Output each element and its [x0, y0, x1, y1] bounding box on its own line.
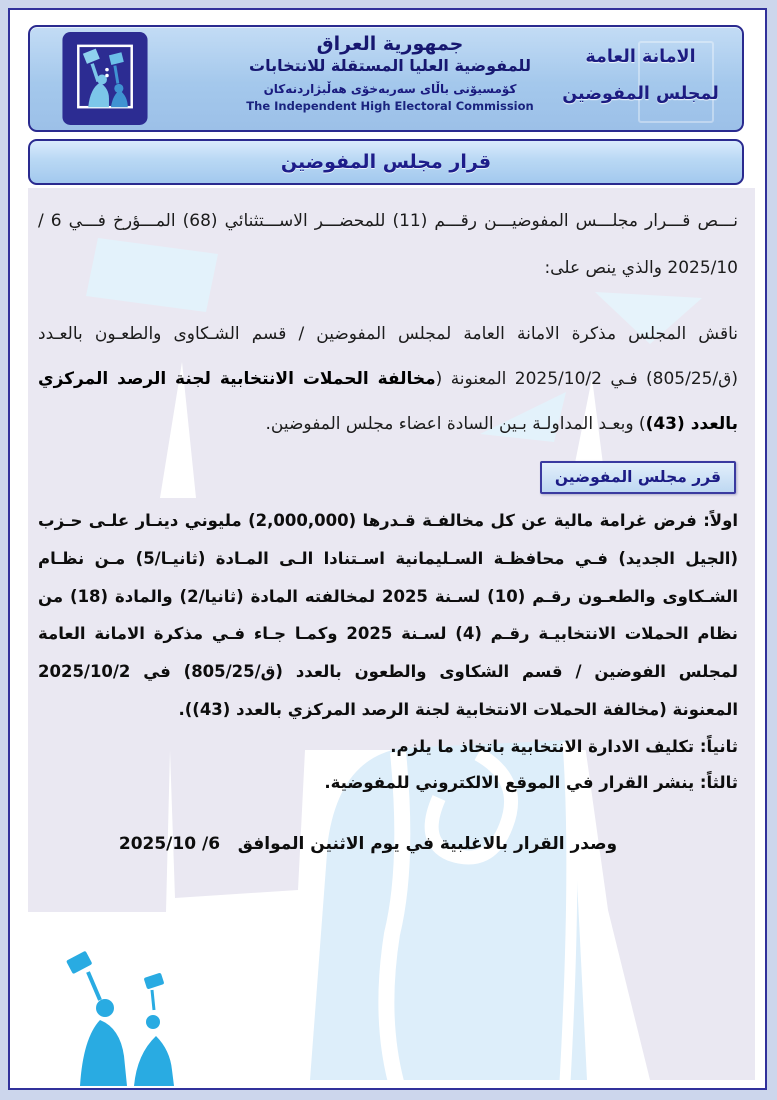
header-calligraphy: [245, 33, 535, 113]
ihec-logo-icon: [62, 32, 148, 125]
discussion-subject-bold: مخالفة الحملات الانتخابية لجنة الرصد المركزي بالعدد (43): [38, 368, 738, 434]
document-body: [38, 192, 738, 854]
secretariat-line-1: الامانة العامة: [585, 47, 696, 67]
closing-line: وصدر القرار بالاغلبية في يوم الاثنين الموافق 6/ 2025/10: [118, 834, 618, 855]
document-page: [8, 8, 767, 1090]
document-title: قرار مجلس المفوضين: [280, 151, 492, 173]
kurdish-name: كۆمسيۆنى باڵاى سەربەخۆى هەڵبژاردنەكان: [263, 82, 517, 96]
secretariat-title: [553, 47, 728, 121]
header-band: [28, 25, 744, 132]
discussion-paragraph: [38, 312, 738, 447]
intro-paragraph: نـــص قـــرار مجلـــس المفوضيـــن رقـــم (11) للمحضـــر الاســـتثنائي (68) المـــؤرخ فـــي 6 / 2025/10 والذي ينص على:: [38, 211, 738, 278]
decision-second-item: ثانياً: تكليف الادارة الانتخابية باتخاذ ما يلزم.: [390, 737, 738, 757]
discussion-text-tail: ) وبعـد المداولـة بـين السادة اعضاء مجلس المفوضين.: [265, 413, 646, 434]
calligraphy-line-2: للمفوضية العليا المستقلة للانتخابات: [249, 56, 531, 75]
secretariat-line-2: لمجلس المفوضين: [562, 84, 719, 104]
calligraphy-line-1: جمهورية العراق: [316, 33, 464, 55]
decision-heading-row: [40, 461, 736, 494]
decision-first-item: اولاً: فرض غرامة مالية عن كل مخالفـة قـدرها (2,000,000) مليوني دينـار علـى حـزب (الجيل الجديد) فـي محافظـة السـليمانية اسـتنادا الـى المـادة (ثانيـا/5) مـن نظـام الشـكاوى والطعـون رقـم (10) لسـنة 2025 لمخالفته المادة (ثانيا/2) والمادة (18) من نظام الحملات الانتخابيـة رقـم (4) لسـنة 2025 وكمـا جـاء فـي مذكرة الامانة العامة لمجلس الفوضين / قسم الشكاوى والطعون بالعدد (ق/805/25) في 2025/10/2 المعنونة (مخالفة الحملات الانتخابية لجنة الرصد المركزي بالعدد (43)).: [38, 510, 739, 720]
decision-third-item: ثالثاً: ينشر القرار في الموقع الالكتروني للمفوضية.: [324, 772, 738, 792]
document-title-bar: [28, 139, 744, 185]
english-name: The Independent High Electoral Commission: [246, 99, 534, 113]
discussion-text: ناقش المجلس مذكرة الامانة العامة لمجلس المفوضين / قسم الشـكاوى والطعـون بالعـدد (ق/805/25) فـي 2025/10/2 المعنونة (: [38, 323, 739, 389]
decision-heading-badge: قرر مجلس المفوضين: [540, 461, 736, 494]
